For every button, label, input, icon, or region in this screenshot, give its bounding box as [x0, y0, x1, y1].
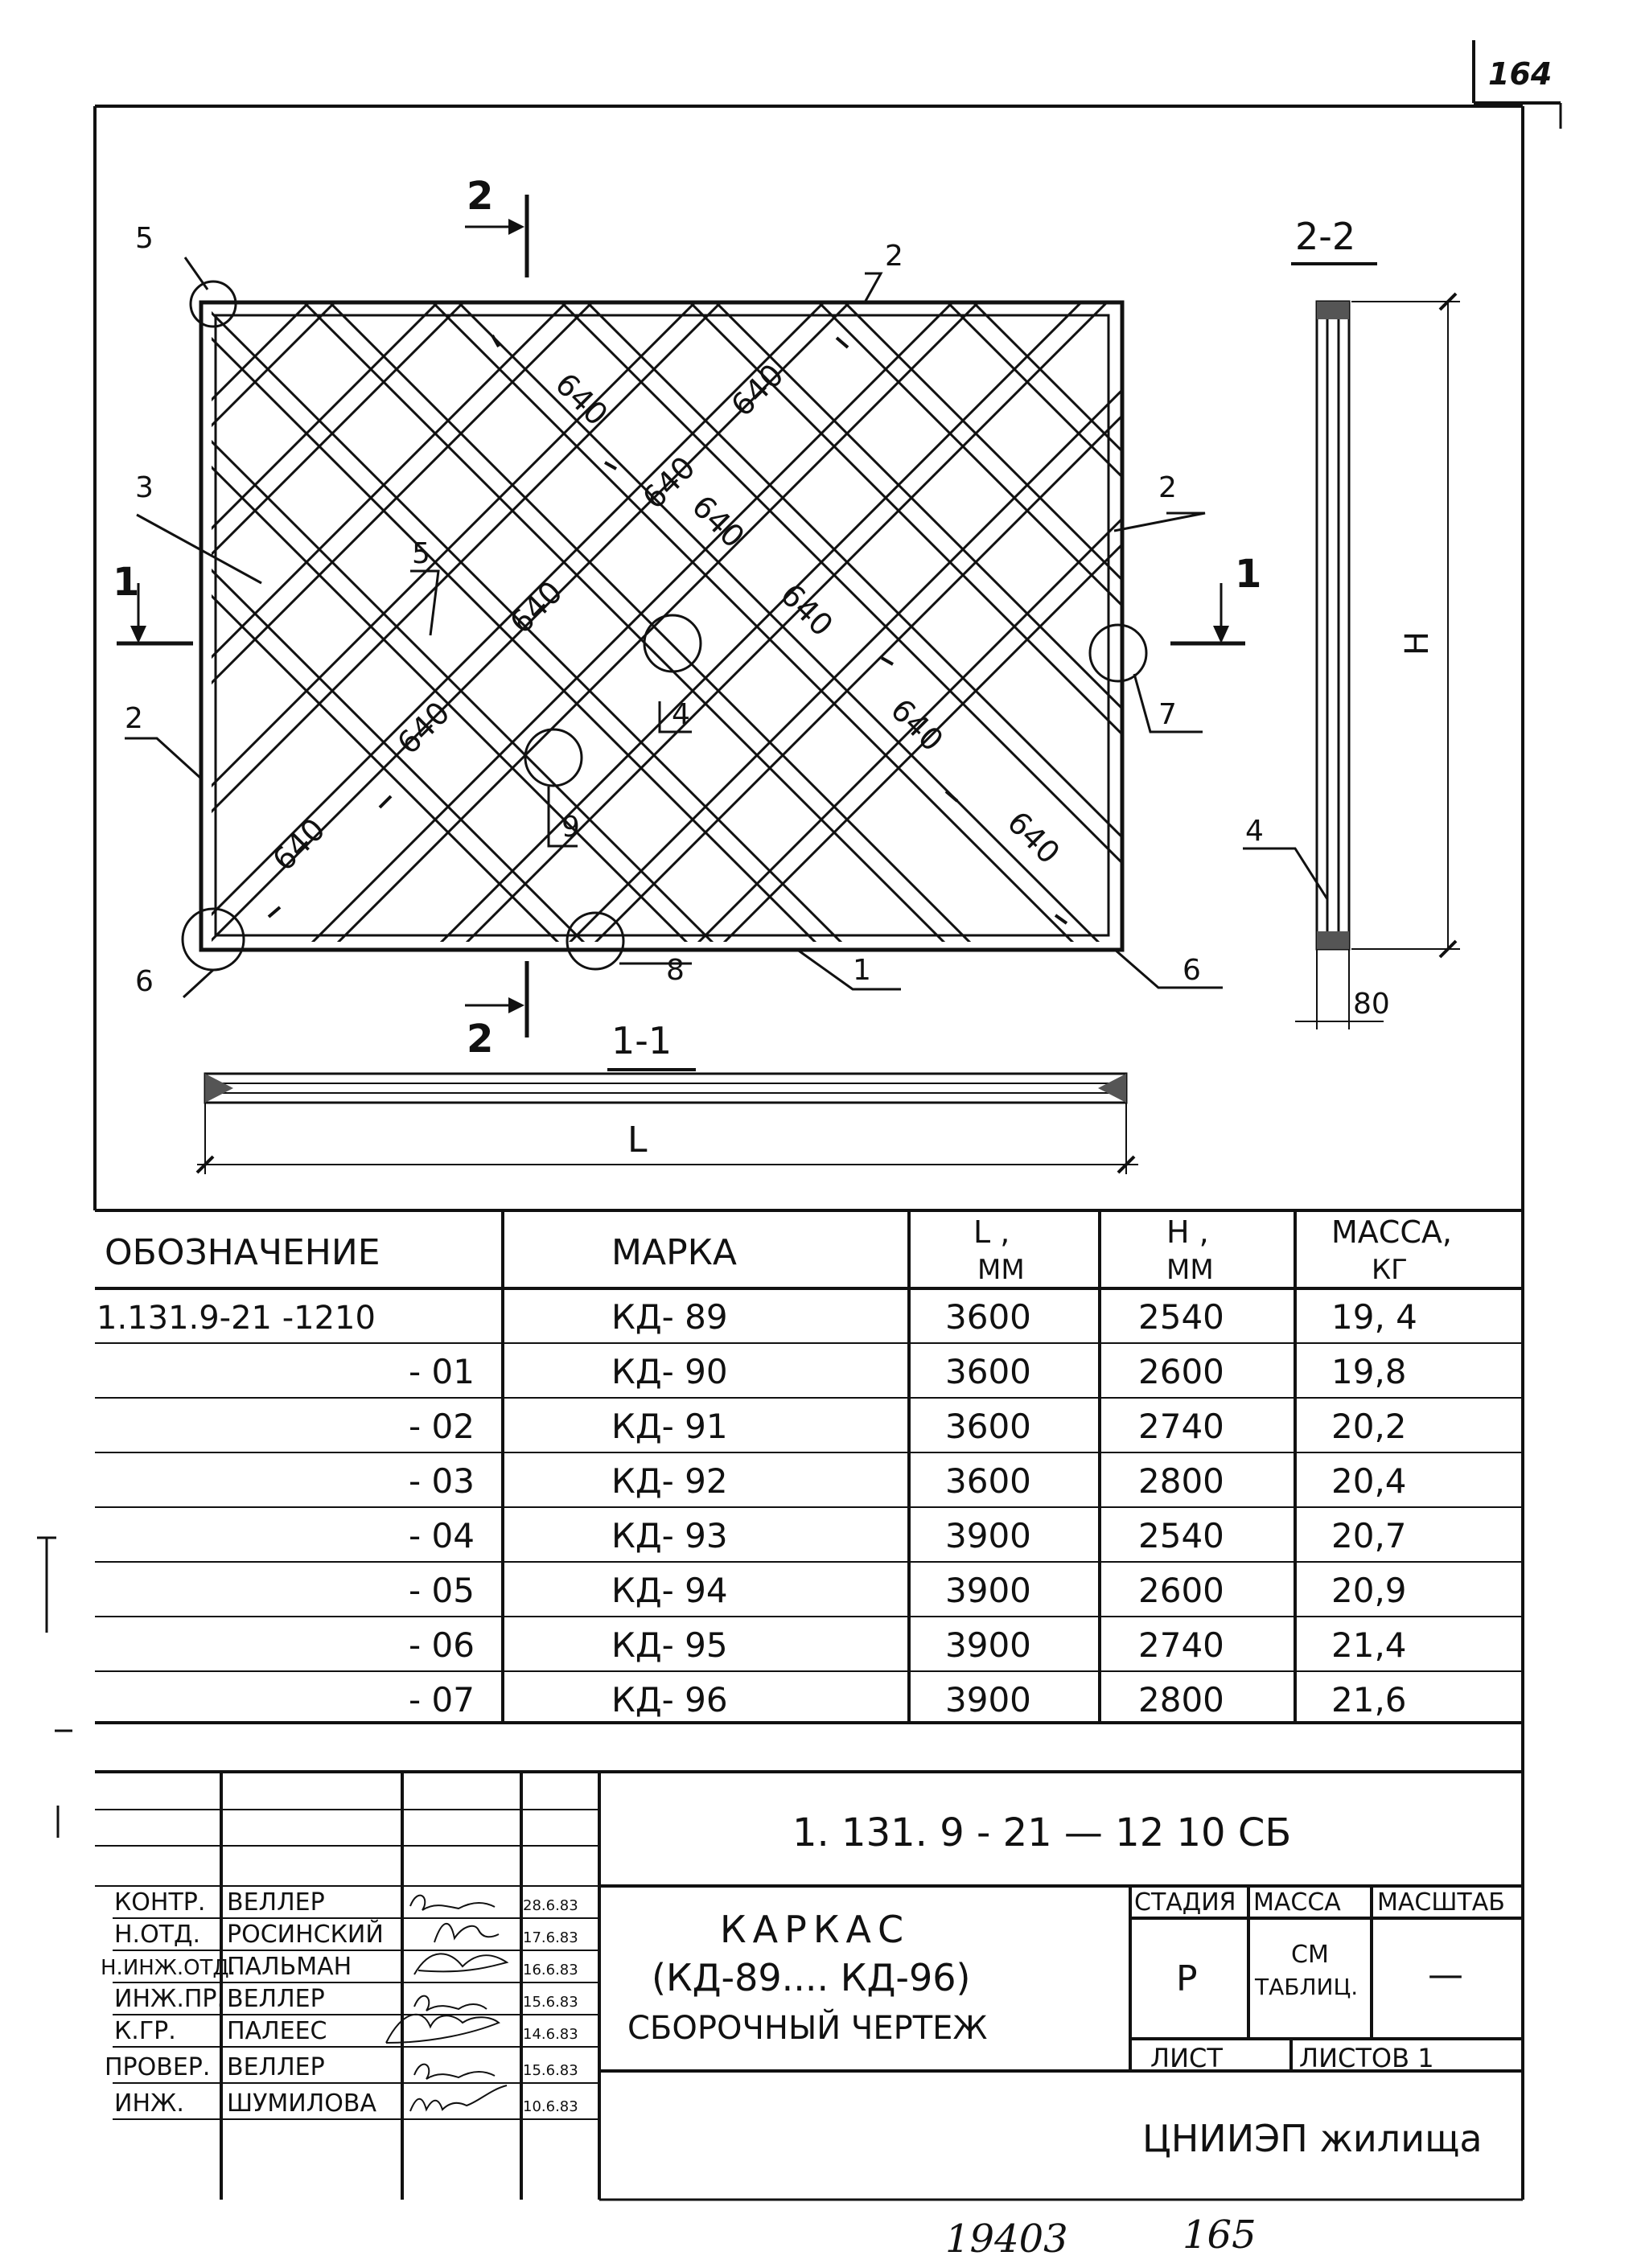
- staff-role: КОНТР.: [114, 1888, 206, 1917]
- dim-640: 640: [635, 449, 702, 516]
- cell-mass: 20,7: [1331, 1516, 1407, 1555]
- staff-row: [114, 2015, 578, 2045]
- staff-row: [114, 1920, 578, 1949]
- section-title-2-2: 2-2: [1295, 215, 1356, 258]
- sheets-label: ЛИСТОВ 1: [1299, 2043, 1434, 2073]
- cell-mass: 21,4: [1331, 1625, 1407, 1665]
- staff-row: [114, 1985, 578, 2013]
- staff-date: 14.6.83: [523, 2026, 578, 2043]
- staff-role: Н.ИНЖ.ОТД.: [101, 1956, 237, 1980]
- dimension-L: L: [627, 1120, 648, 1161]
- section-marker-1-right: [1170, 552, 1261, 643]
- signature: [410, 2085, 507, 2111]
- signature: [410, 1896, 495, 1910]
- staff-date: 17.6.83: [523, 1929, 578, 1946]
- staff-date: 28.6.83: [523, 1897, 578, 1914]
- cell-mass: 21,6: [1331, 1680, 1407, 1719]
- cell-mass: 20,9: [1331, 1571, 1407, 1610]
- header-designation: ОБОЗНАЧЕНИЕ: [105, 1232, 380, 1273]
- table-rows: [97, 1297, 1417, 1719]
- staff-row: [101, 1953, 578, 1981]
- staff-role: К.ГР.: [114, 2017, 176, 2045]
- scale-label: МАСШТАБ: [1377, 1888, 1505, 1917]
- callout-5-inner: 5: [412, 537, 430, 570]
- dim-640: 640: [773, 577, 841, 643]
- leader-lines: [125, 257, 1223, 997]
- staff-name: ПАЛЕЕС: [227, 2017, 327, 2045]
- cell-height: 2800: [1138, 1680, 1224, 1719]
- header-mass-unit: КГ: [1372, 1254, 1408, 1286]
- dim-640: 640: [685, 488, 752, 555]
- signature: [414, 1996, 487, 2011]
- staff-role: ПРОВЕР.: [105, 2053, 211, 2081]
- staff-date: 10.6.83: [523, 2098, 578, 2115]
- staff-date: 16.6.83: [523, 1962, 578, 1978]
- cell-height: 2600: [1138, 1352, 1224, 1391]
- mass-value-1: СМ: [1291, 1941, 1329, 1969]
- staff-name: РОСИНСКИЙ: [227, 1921, 384, 1949]
- header-mass: МАССА,: [1331, 1214, 1452, 1250]
- table-header: [105, 1214, 1452, 1286]
- cell-height: 2740: [1138, 1407, 1224, 1446]
- title-line-3: СБОРОЧНЫЙ ЧЕРТЕЖ: [627, 2010, 988, 2047]
- cell-mass: 19,8: [1331, 1352, 1407, 1391]
- cell-mark: КД- 92: [611, 1461, 728, 1501]
- mass-value-2: ТАБЛИЦ.: [1255, 1974, 1359, 2000]
- page-number: 164: [1488, 56, 1553, 92]
- title-block: [95, 1772, 1523, 2200]
- staff-role: Н.ОТД.: [114, 1921, 201, 1949]
- archive-number-left: 19403: [945, 2217, 1068, 2262]
- sheet-label: ЛИСТ: [1150, 2043, 1223, 2073]
- node-circles: [183, 281, 1146, 970]
- cell-length: 3900: [945, 1571, 1031, 1610]
- callout-4-section: 4: [1245, 815, 1264, 848]
- callout-2-left: 2: [125, 702, 143, 735]
- dim-640: 640: [548, 366, 615, 433]
- cell-length: 3600: [945, 1461, 1031, 1501]
- cell-length: 3600: [945, 1297, 1031, 1337]
- cell-designation: - 06: [409, 1625, 475, 1665]
- callout-2-top: 2: [885, 240, 903, 273]
- page-number-corner: [1474, 40, 1561, 129]
- node-7: [1090, 625, 1146, 681]
- section-title-1-1: 1-1: [611, 1019, 672, 1062]
- title-line-1: КАРКАС: [720, 1908, 911, 1951]
- header-length: L ,: [973, 1214, 1010, 1250]
- cell-mark: КД- 94: [611, 1571, 728, 1610]
- callout-4: 4: [672, 698, 690, 731]
- spec-table: [95, 1210, 1523, 1723]
- dimension-H: H: [1399, 631, 1436, 656]
- cell-length: 3600: [945, 1407, 1031, 1446]
- callout-5-top: 5: [135, 222, 154, 255]
- section-marker-2-bottom: [465, 961, 527, 1062]
- callout-6-right: 6: [1183, 954, 1201, 987]
- staff-row: [114, 1888, 578, 1917]
- staff-date: 15.6.83: [523, 2062, 578, 2079]
- dim-640: 640: [883, 692, 951, 758]
- staff-role: ИНЖ.ПР.: [114, 1985, 225, 2013]
- cell-height: 2740: [1138, 1625, 1224, 1665]
- cell-designation: 1.131.9-21 -1210: [97, 1300, 376, 1337]
- cell-designation: - 03: [409, 1461, 475, 1501]
- signature: [414, 2065, 495, 2079]
- dim-640: 640: [503, 573, 570, 641]
- callout-1: 1: [853, 954, 871, 987]
- cell-height: 2540: [1138, 1297, 1224, 1337]
- mass-label: МАССА: [1253, 1888, 1341, 1917]
- svg-text:2: 2: [467, 174, 494, 219]
- cell-mark: КД- 96: [611, 1680, 728, 1719]
- cell-designation: - 02: [409, 1407, 475, 1446]
- dimension-80: 80: [1353, 988, 1390, 1021]
- node-9: [525, 729, 582, 786]
- section-marker-2-top: [465, 174, 527, 277]
- callout-3: 3: [135, 471, 154, 504]
- section-2-2-view: [1243, 215, 1460, 1029]
- callout-2-right: 2: [1158, 471, 1177, 504]
- doc-code: 1. 131. 9 - 21 — 12 10 СБ: [792, 1810, 1292, 1855]
- callout-9: 9: [561, 811, 580, 844]
- dim-640: 640: [1000, 804, 1067, 871]
- dim-640: 640: [390, 694, 457, 762]
- cell-mark: КД- 95: [611, 1625, 728, 1665]
- left-margin-marks: [37, 1538, 72, 1838]
- cell-designation: - 07: [409, 1680, 475, 1719]
- staff-name: ВЕЛЛЕР: [227, 2053, 325, 2081]
- cell-length: 3900: [945, 1516, 1031, 1555]
- cell-height: 2800: [1138, 1461, 1224, 1501]
- cell-mark: КД- 93: [611, 1516, 728, 1555]
- signature: [414, 1954, 507, 1974]
- cell-designation: - 04: [409, 1516, 475, 1555]
- title-line-2: (КД-89.... КД-96): [652, 1956, 971, 1999]
- staff-role: ИНЖ.: [114, 2089, 184, 2118]
- cell-mark: КД- 91: [611, 1407, 728, 1446]
- callout-8: 8: [666, 954, 685, 987]
- section-marker-1-left: [113, 560, 193, 643]
- header-length-unit: ММ: [977, 1254, 1025, 1286]
- scale-value: —: [1428, 1954, 1463, 1995]
- staff-name: ВЕЛЛЕР: [227, 1985, 325, 2013]
- cell-designation: - 01: [409, 1352, 475, 1391]
- staff-name: ВЕЛЛЕР: [227, 1888, 325, 1917]
- cell-designation: - 05: [409, 1571, 475, 1610]
- header-height: H ,: [1166, 1214, 1209, 1250]
- svg-text:2: 2: [467, 1017, 494, 1062]
- stage-value: Р: [1176, 1958, 1198, 1999]
- cell-length: 3900: [945, 1680, 1031, 1719]
- cell-height: 2540: [1138, 1516, 1224, 1555]
- section-1-1-view: [197, 1019, 1138, 1174]
- cell-length: 3600: [945, 1352, 1031, 1391]
- cell-mass: 20,2: [1331, 1407, 1407, 1446]
- archive-number-right: 165: [1183, 2213, 1257, 2258]
- staff-name: ШУМИЛОВА: [227, 2089, 376, 2118]
- header-height-unit: ММ: [1166, 1254, 1214, 1286]
- dimension-ticks: [269, 335, 1067, 923]
- staff-row: [114, 2085, 578, 2118]
- staff-row: [105, 2053, 578, 2081]
- callout-6-left: 6: [135, 965, 154, 998]
- table-row: [97, 1297, 1417, 1337]
- dim-640: 640: [724, 356, 791, 424]
- staff-date: 15.6.83: [523, 1994, 578, 2011]
- header-mark: МАРКА: [611, 1232, 737, 1273]
- cell-mass: 19, 4: [1331, 1297, 1417, 1337]
- svg-text:1: 1: [1235, 552, 1262, 597]
- cell-height: 2600: [1138, 1571, 1224, 1610]
- dim-640: 640: [265, 811, 332, 878]
- stage-label: СТАДИЯ: [1134, 1888, 1236, 1917]
- staff-name: ПАЛЬМАН: [227, 1953, 352, 1981]
- signature: [434, 1924, 499, 1942]
- callout-7: 7: [1158, 698, 1177, 731]
- cell-mass: 20,4: [1331, 1461, 1407, 1501]
- organization: ЦНИИЭП жилища: [1142, 2117, 1483, 2160]
- cell-mark: КД- 89: [611, 1297, 728, 1337]
- cell-length: 3900: [945, 1625, 1031, 1665]
- cell-mark: КД- 90: [611, 1352, 728, 1391]
- svg-text:1: 1: [113, 560, 140, 605]
